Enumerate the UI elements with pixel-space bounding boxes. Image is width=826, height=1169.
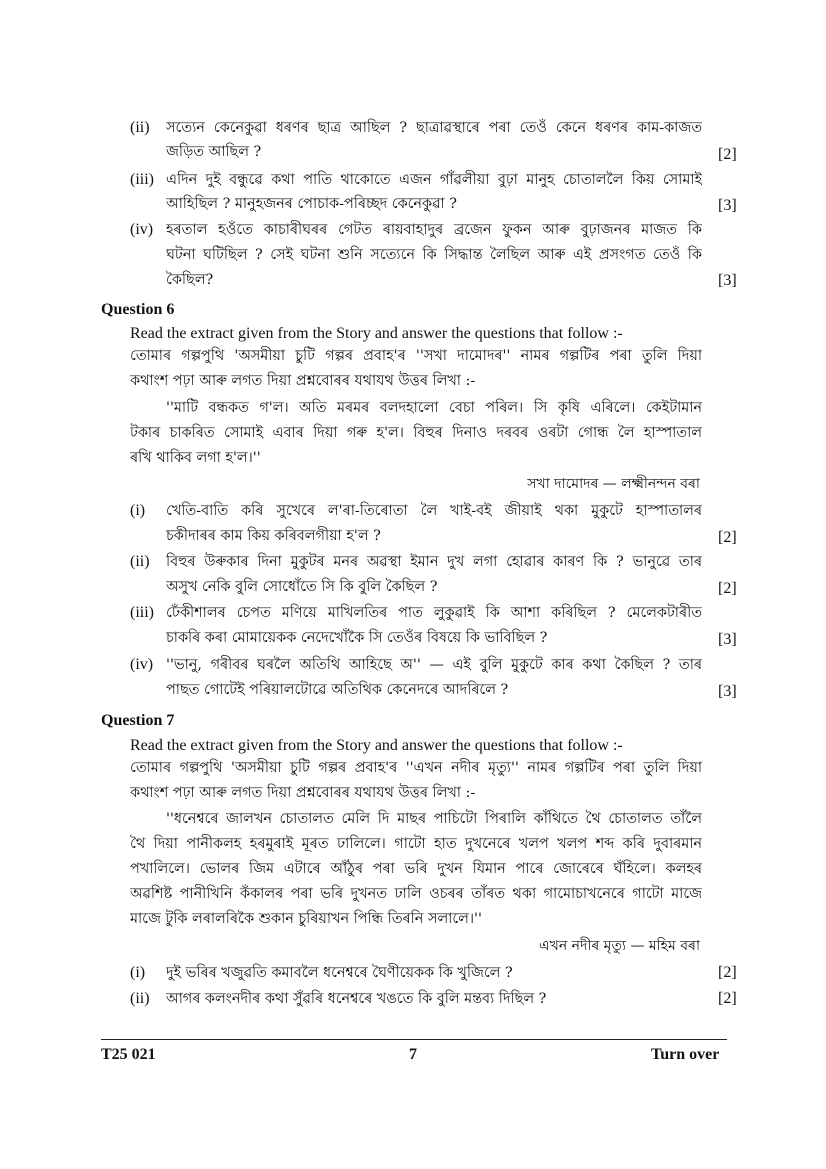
question-7-heading: Question 7: [101, 712, 175, 729]
q6-intro-assamese-1: তোমাৰ গল্পপুথি 'অসমীয়া চুটি গল্পৰ প্ৰবাহ'ৰ ''সখা দামোদৰ'' নামৰ গল্পটিৰ পৰা তুলি দিয়া: [130, 348, 702, 364]
q6-intro-assamese-2: কথাংশ পঢ়া আৰু লগত দিয়া প্ৰশ্নবোৰৰ যথাযথ উত্তৰ লিখা :-: [130, 373, 476, 389]
q7-intro-assamese-2: কথাংশ পঢ়া আৰু লগত দিয়া প্ৰশ্নবোৰৰ যথাযথ উত্তৰ লিখা :-: [130, 785, 476, 801]
q7-i-number: (i): [130, 964, 146, 981]
q6-extract-line-2: টকাৰ চাকৰিত সোমাই এবাৰ দিয়া গৰু হ'ল। বিহুৰ দিনাও দৰবৰ ওৰটা গোন্ধ লৈ হাস্পাতাল: [130, 425, 702, 441]
q6-i-line-2: চকীদাৰৰ কাম কিয় কৰিবলগীয়া হ'ল ?: [166, 528, 381, 544]
footer-page-number: 7: [409, 1046, 417, 1063]
q6-i-line-1: খেতি-বাতি কৰি সুখেৰে ল'ৰা-তিৰোতা লৈ খাই-বই জীয়াই থকা মুকুটে হাস্পাতালৰ: [166, 503, 702, 519]
q6-iv-marks: [3]: [718, 683, 737, 700]
q6-iii-number: (iii): [130, 604, 154, 621]
q7-i-line-1: দুই ভৰিৰ খজুৱতি কমাবলৈ ধনেশ্বৰে ঘৈণীয়েকক কি খুজিলে ?: [166, 965, 513, 981]
q5-iv-number: (iv): [130, 221, 154, 238]
q7-extract-line-2: থৈ দিয়া পানীকলহ হৰমুৰাই মূৰত ঢালিলে। গাটো হাত দুখনেৰে খলপ খলপ শব্দ কৰি দুবাৰমান: [130, 836, 702, 852]
q7-ii-line-1: আগৰ কলংনদীৰ কথা সুঁৱৰি ধনেশ্বৰে খঙতে কি বুলি মন্তব্য দিছিল ?: [166, 991, 547, 1007]
q7-ii-marks: [2]: [718, 990, 737, 1007]
q7-extract-line-5: মাজে টুকি লৰালৰিকৈ শুকান চুৰিয়াখন পিন্ধি তিৰনি সলালে।'': [130, 911, 482, 927]
q5-iv-line-2: ঘটনা ঘটিছিল ? সেই ঘটনা শুনি সত্যেনে কি সিদ্ধান্ত লৈছিল আৰু এই প্ৰসংগত তেওঁ কি: [166, 247, 702, 263]
q6-extract-line-3: ৰখি থাকিব লগা হ'ল।'': [130, 450, 261, 466]
q6-ii-line-1: বিহুৰ উৰুকাৰ দিনা মুকুটৰ মনৰ অৱস্থা ইমান দুখ লগা হোৱাৰ কাৰণ কি ? ভানুৱে তাৰ: [166, 554, 702, 570]
q6-ii-line-2: অসুখ নেকি বুলি সোধোঁতে সি কি বুলি কৈছিল ?: [166, 579, 438, 595]
q6-iv-line-1: ''ভানু, গৰীবৰ ঘৰলৈ অতিথি আহিছে অ'' — এই বুলি মুকুটে কাৰ কথা কৈছিল ? তাৰ: [166, 657, 702, 673]
q7-i-marks: [2]: [718, 964, 737, 981]
q6-iv-line-2: পাছত গোটেই পৰিয়ালটোৱে অতিথিক কেনেদৰে আদৰিলে ?: [166, 682, 509, 698]
q7-intro-english: Read the extract given from the Story and answer the questions that follow :-: [130, 737, 623, 754]
q5-iv-line-3: কৈছিল?: [166, 272, 214, 288]
q6-iii-line-1: ঢেঁকীশালৰ চেপত মণিয়ে মাখিলতিৰ পাত লুকুৱাই কি আশা কৰিছিল ? মেলেকটাৰীত: [166, 605, 702, 621]
q6-i-marks: [2]: [718, 529, 737, 546]
q5-iv-marks: [3]: [718, 272, 737, 289]
q7-extract-line-3: পখালিলে। ভোলৰ জিম এটাৰে আঁঠুৰ পৰা ভৰি দুখন যিমান পাৰে জোৰেৰে ঘঁহিলে। কলহৰ: [130, 861, 702, 877]
q6-ii-number: (ii): [130, 553, 150, 570]
q6-iii-marks: [3]: [718, 631, 737, 648]
footer-paper-code: T25 021: [101, 1046, 156, 1063]
q5-ii-line-2: জড়িত আছিল ?: [166, 144, 262, 160]
q7-attribution: এখন নদীৰ মৃত্যু — মহিম বৰা: [538, 938, 700, 954]
q5-ii-line-1: সত্যেন কেনেকুৱা ধৰণৰ ছাত্ৰ আছিল ? ছাত্ৰাৱস্থাৰে পৰা তেওঁ কেনে ধৰণৰ কাম-কাজত: [166, 120, 702, 136]
q5-ii-marks: [2]: [718, 146, 737, 163]
question-6-heading: Question 6: [101, 301, 175, 318]
q7-intro-assamese-1: তোমাৰ গল্পপুথি 'অসমীয়া চুটি গল্পৰ প্ৰবাহ'ৰ ''এখন নদীৰ মৃত্যু'' নামৰ গল্পটিৰ পৰা তুলি দিয়া: [130, 760, 702, 776]
footer-turn-over: Turn over: [651, 1046, 720, 1063]
q5-ii-number: (ii): [130, 119, 150, 136]
q5-iii-marks: [3]: [718, 197, 737, 214]
q6-iii-line-2: চাকৰি কৰা মোমায়েকক নেদেখোঁকৈ সি তেওঁৰ বিষয়ে কি ভাবিছিল ?: [166, 630, 548, 646]
q5-iii-line-2: আহিছিল ? মানুহজনৰ পোচাক-পৰিচ্ছদ কেনেকুৱা ?: [166, 196, 457, 212]
q5-iii-line-1: এদিন দুই বন্ধুৱে কথা পাতি থাকোতে এজন গাঁৱলীয়া বুঢ়া মানুহ চোতাললৈ কিয় সোমাই: [166, 172, 702, 188]
q7-extract-line-1: ''ধনেশ্বৰে জালখন চোতালত মেলি দি মাছৰ পাচিটো পিৰালি কাঁথিতে থৈ চোতালত তাঁলৈ: [166, 811, 702, 827]
q6-ii-marks: [2]: [718, 580, 737, 597]
footer-divider: [101, 1039, 727, 1040]
q7-ii-number: (ii): [130, 990, 150, 1007]
q6-intro-english: Read the extract given from the Story and answer the questions that follow :-: [130, 325, 623, 342]
q7-extract-line-4: অৱশিষ্ট পানীখিনি কঁকালৰ পৰা ভৰি দুখনত ঢালি ওচৰৰ তাঁৰত থকা গামোচাখনেৰে গাটো মাজে: [130, 886, 702, 902]
q5-iv-line-1: হৰতাল হওঁতে কাচাৰীঘৰৰ গেটত ৰায়বাহাদুৰ ব্ৰজেন ফুকন আৰু বুঢ়াজনৰ মাজত কি: [166, 222, 702, 238]
q6-iv-number: (iv): [130, 656, 154, 673]
q5-iii-number: (iii): [130, 171, 154, 188]
q6-i-number: (i): [130, 502, 146, 519]
q6-attribution: সখা দামোদৰ — লক্ষ্মীনন্দন বৰা: [527, 476, 700, 492]
q6-extract-line-1: ''মাটি বন্ধকত গ'ল। অতি মৰমৰ বলদহালো বেচা পৰিল। সি কৃষি এৰিলে। কেইটামান: [166, 400, 702, 416]
